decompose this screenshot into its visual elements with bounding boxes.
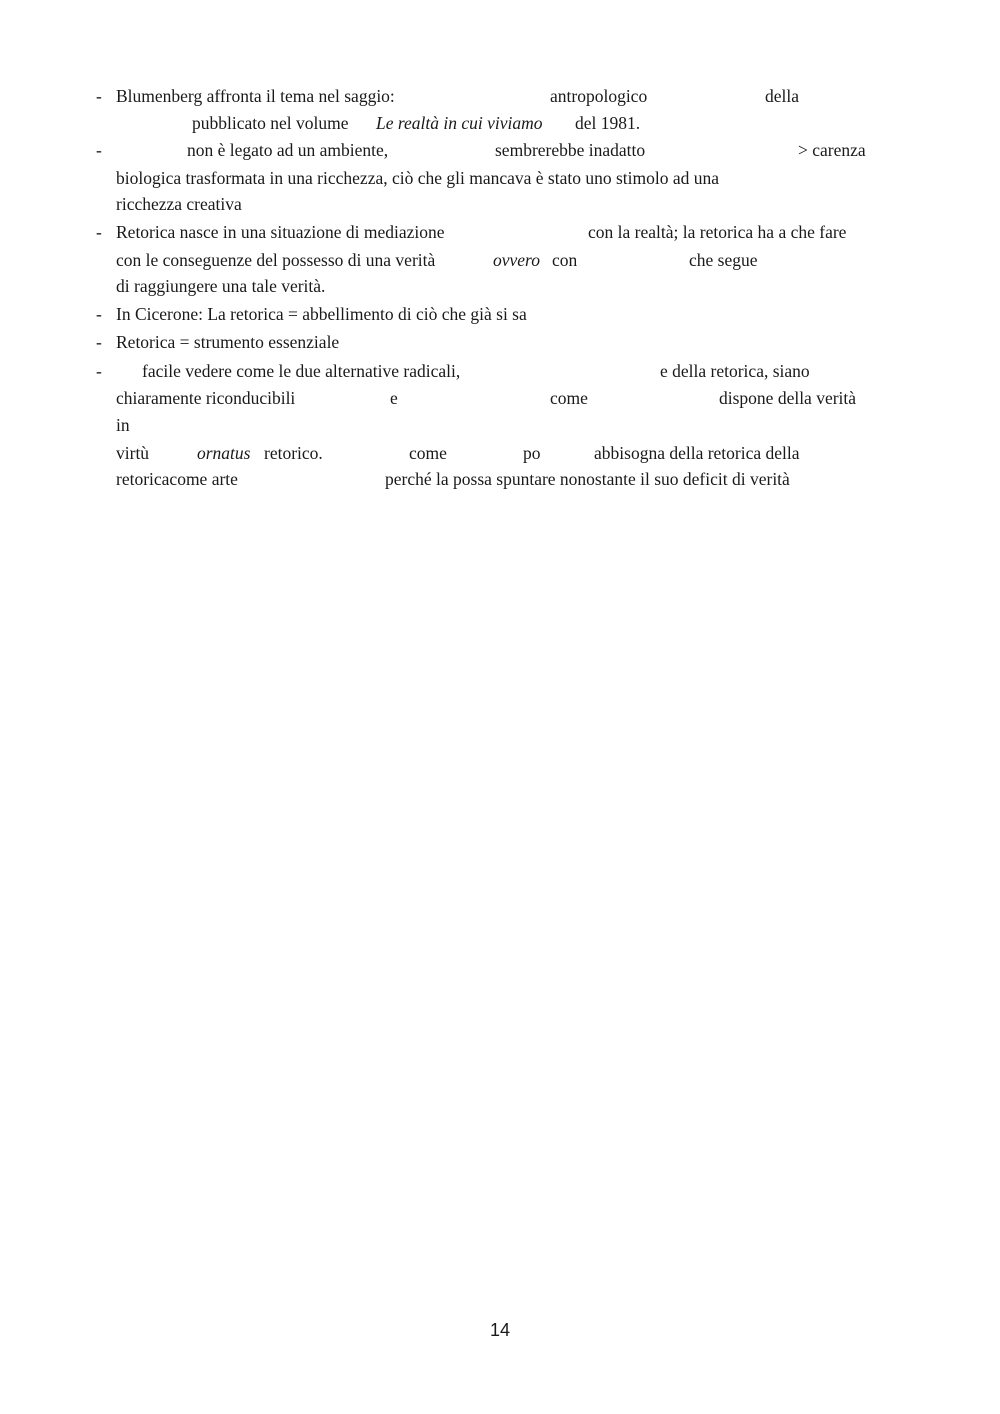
item-2-line-1-b: sembrerebbe inadatto (495, 140, 646, 160)
item-1-book-title: Le realtà in cui viviamo (376, 113, 543, 133)
item-2-line-3: ricchezza creativa (116, 194, 242, 214)
bullet-dash: - (96, 86, 102, 106)
item-4-line-1: In Cicerone: La retorica = abbellimento di ciò che già si sa (116, 304, 527, 324)
item-6-line-5-a: retoricacome arte (116, 469, 238, 489)
item-6-line-2-b: e (390, 388, 398, 408)
item-1-line-1-b: antropologico (550, 86, 648, 106)
item-5-line-1: Retorica = strumento essenziale (116, 332, 340, 352)
item-6-line-1-a: facile vedere come le due alternative radicali, (142, 361, 461, 381)
bullet-dash: - (96, 332, 102, 352)
item-6-line-4-f: abbisogna della retorica della (594, 443, 800, 463)
item-1-line-1-a: Blumenberg affronta il tema nel saggio: (116, 86, 395, 106)
bullet-dash: - (96, 361, 102, 381)
item-1-line-2-a: pubblicato nel volume (192, 113, 349, 133)
item-3-line-2-d: che segue (689, 250, 758, 270)
item-6-line-2-d: dispone della verità (719, 388, 857, 408)
item-6-line-2-c: come (550, 388, 588, 408)
item-6-line-4-a: virtù (116, 443, 150, 463)
page-number: 14 (489, 1320, 511, 1340)
item-1-line-2-c: del 1981. (575, 113, 641, 133)
item-6-line-4-italic: ornatus (197, 443, 251, 463)
item-2-line-2: biologica trasformata in una ricchezza, ciò che gli mancava è stato uno stimolo ad una (116, 168, 720, 188)
item-1-line-1-c: della (765, 86, 800, 106)
item-6-line-4-e: po (523, 443, 541, 463)
item-6-line-5-b: perché la possa spuntare nonostante il suo deficit di verità (385, 469, 790, 489)
item-6-line-4-c: retorico. (264, 443, 323, 463)
item-6-line-4-d: come (409, 443, 447, 463)
item-3-line-2-c: con (552, 250, 578, 270)
item-3-line-2-italic: ovvero (493, 250, 540, 270)
bullet-dash: - (96, 140, 102, 160)
bullet-dash: - (96, 222, 102, 242)
item-2-line-1-a: non è legato ad un ambiente, (187, 140, 389, 160)
item-3-line-1-b: con la realtà; la retorica ha a che fare (588, 222, 847, 242)
item-6-line-3: in (116, 415, 130, 435)
item-6-line-1-b: e della retorica, siano (660, 361, 810, 381)
item-3-line-2-a: con le conseguenze del possesso di una verità (116, 250, 436, 270)
item-6-line-2-a: chiaramente riconducibili (116, 388, 296, 408)
item-2-line-1-c: > carenza (798, 140, 866, 160)
bullet-dash: - (96, 304, 102, 324)
item-3-line-3: di raggiungere una tale verità. (116, 276, 326, 296)
item-3-line-1-a: Retorica nasce in una situazione di mediazione (116, 222, 445, 242)
